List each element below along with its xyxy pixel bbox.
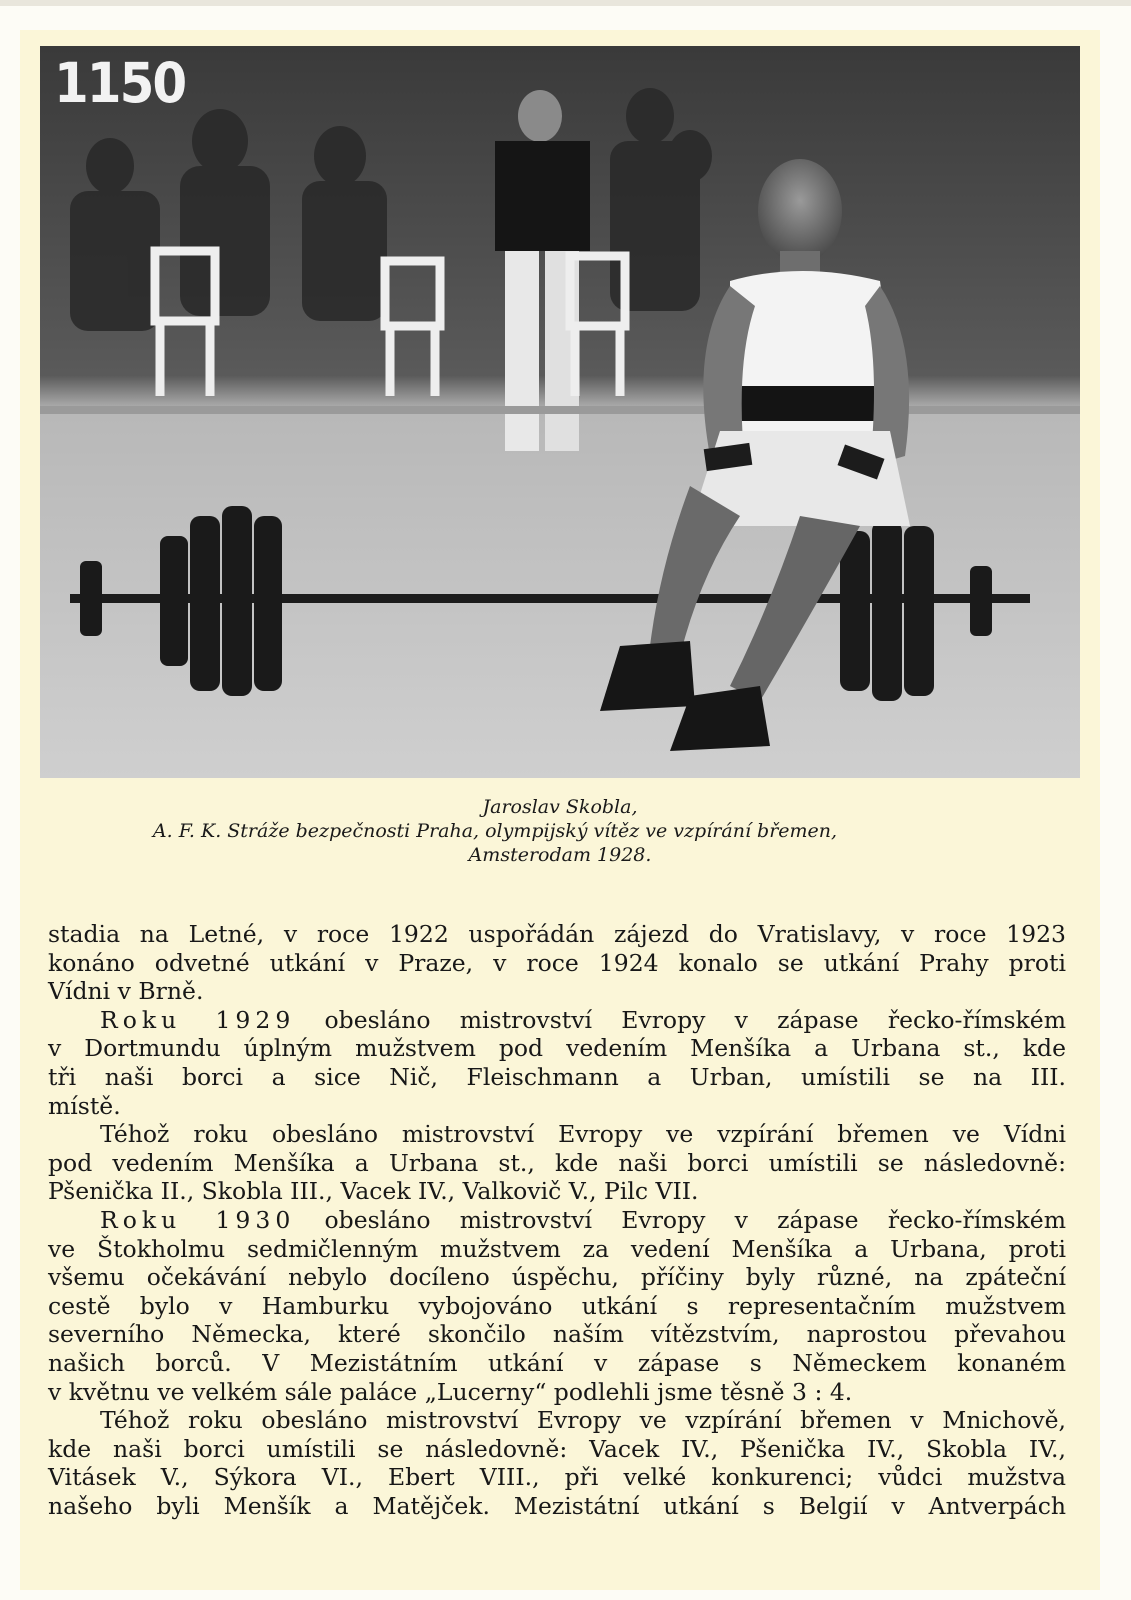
photo-number: 1150 bbox=[54, 51, 186, 116]
text-line: v květnu ve velkém sále paláce „Lucerny“ podlehli jsme těsně 3 : 4. bbox=[48, 1377, 853, 1406]
text-line: konáno odvetné utkání v Praze, v roce 1924 konalo se utkání Prahy proti bbox=[48, 948, 1066, 977]
text-line bbox=[48, 1206, 1066, 1235]
text-line: našeho byli Menšík a Matějček. Mezistátní utkání s Belgií v Antverpách bbox=[48, 1491, 1066, 1520]
weightlifter-photo bbox=[40, 46, 1080, 778]
text-line: našich borců. V Mezistátním utkání v zápase s Německem konaném bbox=[48, 1348, 1066, 1377]
paragraph bbox=[48, 1206, 1066, 1406]
text-line bbox=[48, 1006, 1066, 1035]
paragraph bbox=[48, 1006, 1066, 1120]
spaced-lead: Roku 1929 bbox=[100, 1005, 296, 1034]
photograph bbox=[40, 46, 1080, 778]
text-line: Téhož roku obesláno mistrovství Evropy ve vzpírání břemen ve Vídni bbox=[100, 1120, 1066, 1149]
text-line: cestě bylo v Hamburku vybojováno utkání s representačním mužstvem bbox=[48, 1291, 1066, 1320]
caption-line-3: Amsterodam 1928. bbox=[468, 844, 652, 866]
text-line: ve Štokholmu sedmičlenným mužstvem za vedení Menšíka a Urbana, proti bbox=[48, 1234, 1066, 1263]
paragraph bbox=[48, 1120, 1066, 1206]
text-line: kde naši borci umístili se následovně: Vacek IV., Pšenička IV., Skobla IV., bbox=[48, 1434, 1066, 1463]
text-line: Vitásek V., Sýkora VI., Ebert VIII., při velké konkurenci; vůdci mužstva bbox=[48, 1463, 1066, 1492]
text-line: místě. bbox=[48, 1091, 121, 1120]
body-text bbox=[48, 920, 1066, 1520]
text-line: stadia na Letné, v roce 1922 uspořádán zájezd do Vratislavy, v roce 1923 bbox=[48, 920, 1066, 948]
paragraph bbox=[48, 920, 1066, 1006]
photo-caption bbox=[20, 795, 1100, 867]
paragraph bbox=[48, 1406, 1066, 1520]
text-line: pod vedením Menšíka a Urbana st., kde naši borci umístili se následovně: bbox=[48, 1148, 1066, 1177]
text-line: všemu očekávání nebylo docíleno úspěchu, příčiny byly různé, na zpáteční bbox=[48, 1263, 1066, 1292]
text-line: Pšenička II., Skobla III., Vacek IV., Valkovič V., Pilc VII. bbox=[48, 1177, 699, 1206]
text-line: v Dortmundu úplným mužstvem pod vedením Menšíka a Urbana st., kde bbox=[48, 1034, 1066, 1063]
spaced-lead: Roku 1930 bbox=[100, 1205, 296, 1234]
text-run: obesláno mistrovství Evropy v zápase řecko-římském bbox=[295, 1205, 1066, 1234]
caption-line-2: A. F. K. Stráže bezpečnosti Praha, olympijský vítěz ve vzpírání břemen, bbox=[152, 820, 838, 842]
text-run: obesláno mistrovství Evropy v zápase řecko-římském bbox=[295, 1005, 1066, 1034]
caption-line-1: Jaroslav Skobla, bbox=[482, 796, 638, 818]
book-page bbox=[20, 30, 1100, 1590]
text-line: severního Německa, které skončilo naším vítězstvím, naprostou převahou bbox=[48, 1320, 1066, 1349]
text-line: tři naši borci a sice Nič, Fleischmann a Urban, umístili se na III. bbox=[48, 1062, 1066, 1091]
text-line: Vídni v Brně. bbox=[48, 977, 204, 1006]
text-line: Téhož roku obesláno mistrovství Evropy ve vzpírání břemen v Mnichově, bbox=[100, 1406, 1066, 1435]
